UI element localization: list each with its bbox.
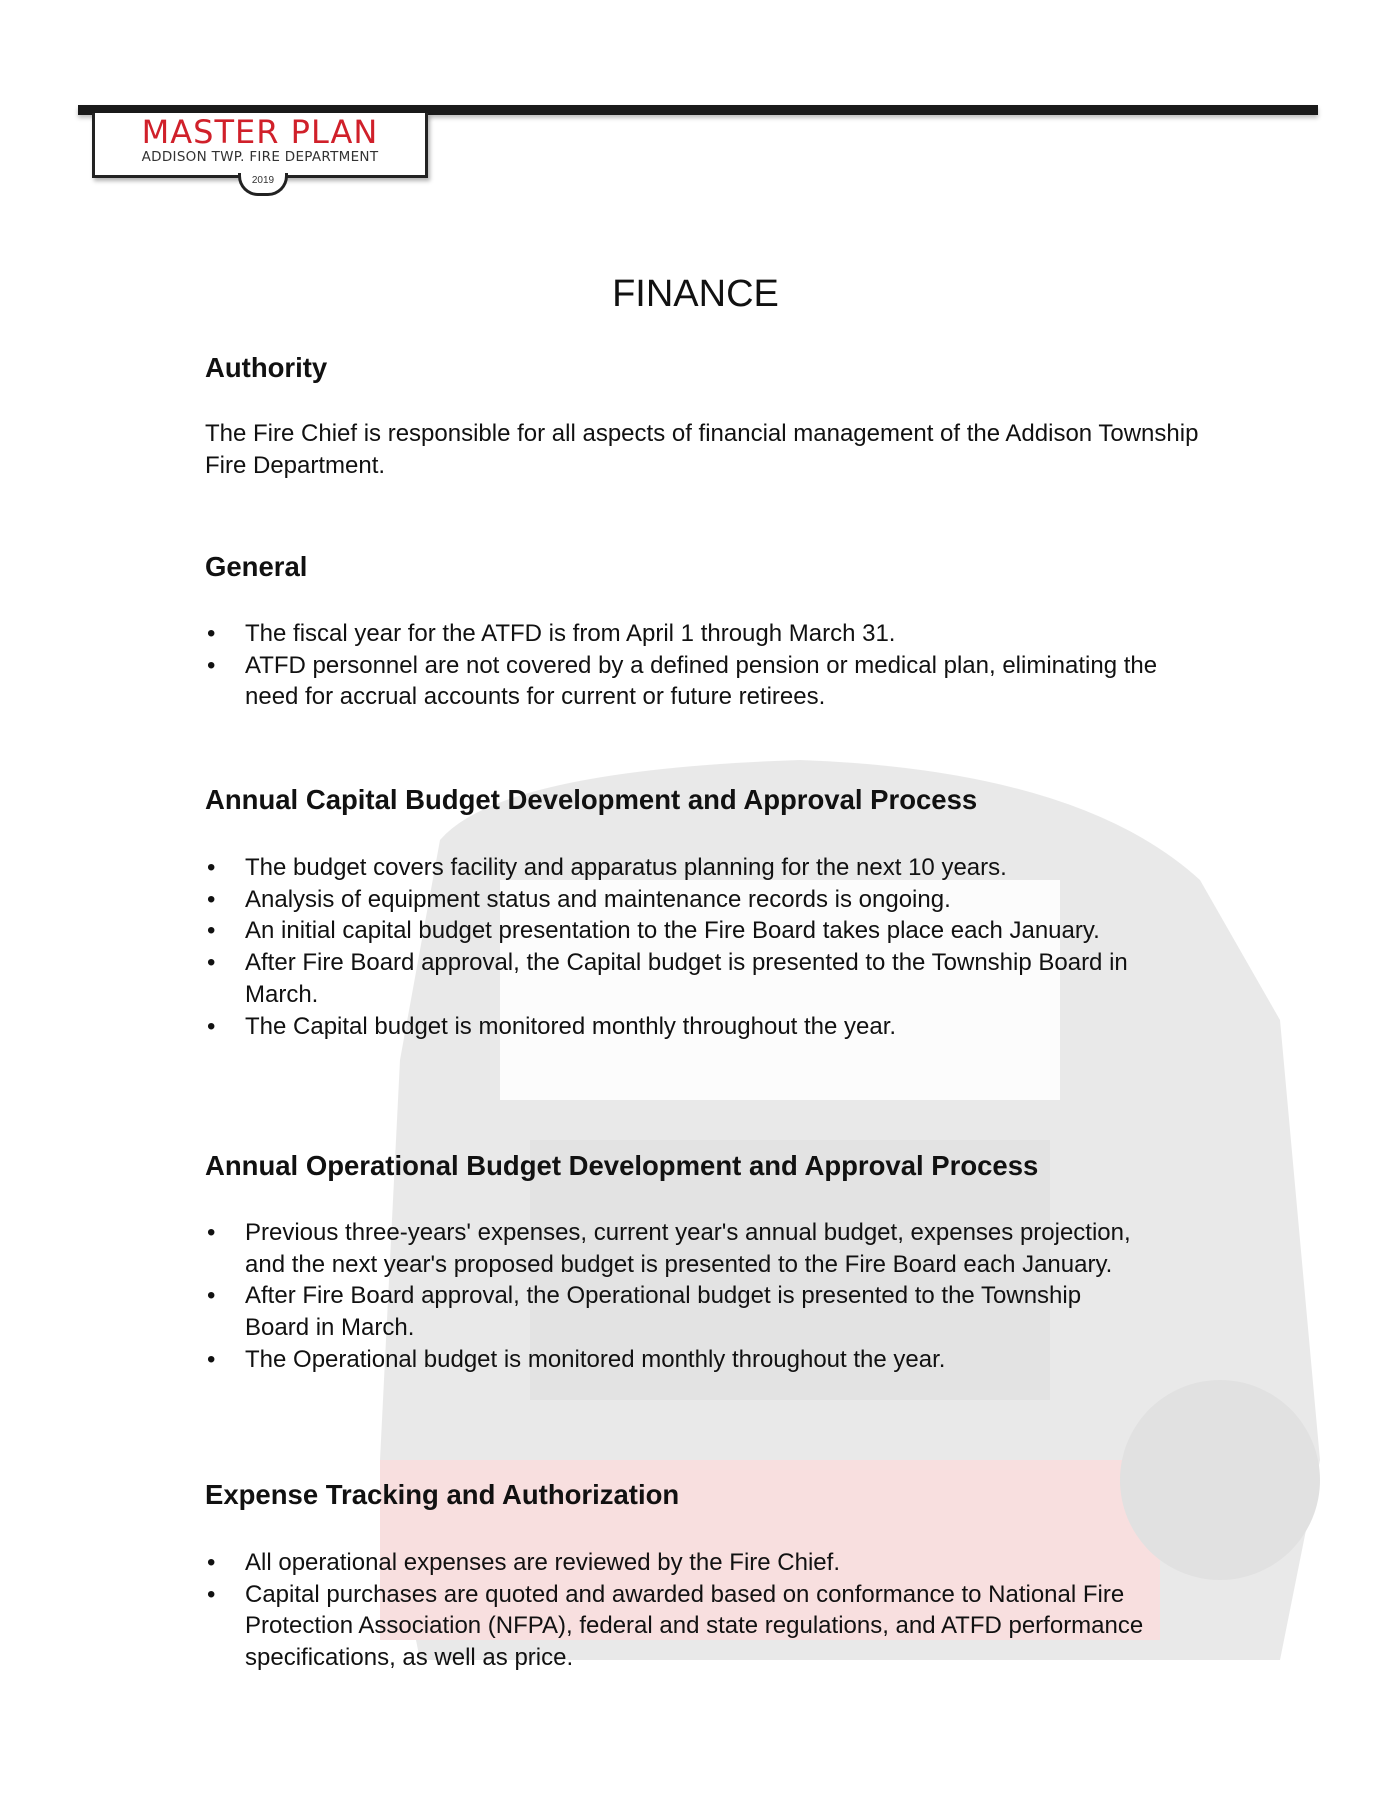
master-plan-logo (92, 113, 428, 186)
list-item: • After Fire Board approval, the Operational budget is presented to the Township Board in March. (207, 1282, 1082, 1342)
bullet-list (205, 852, 1205, 1042)
list-item: • The budget covers facility and apparatus planning for the next 10 years. (207, 854, 1007, 881)
list-item: • The Capital budget is monitored monthly throughout the year. (207, 1012, 897, 1040)
list-item: • The fiscal year for the ATFD is from April 1 through March 31. (207, 620, 896, 647)
logo-title: MASTER PLAN (141, 113, 379, 151)
list-item: • Previous three-years' expenses, current year's annual budget, expenses projection, and the next year's proposed budget is presented to the Fire Board each January. (207, 1219, 1131, 1278)
section-heading: Authority (205, 352, 328, 383)
section-paragraph: The Fire Chief is responsible for all aspects of financial management of the Addison Township Fire Department. (205, 420, 1199, 479)
section-heading: Expense Tracking and Authorization (205, 1479, 680, 1510)
page-title: FINANCE (612, 273, 779, 315)
bullet-list (205, 1217, 1205, 1376)
logo-subtitle: ADDISON TWP. FIRE DEPARTMENT (141, 149, 379, 165)
section-heading: Annual Operational Budget Development and Approval Process (205, 1150, 1039, 1181)
list-item: • The Operational budget is monitored monthly throughout the year. (207, 1345, 946, 1373)
section-heading: Annual Capital Budget Development and Approval Process (205, 784, 978, 815)
list-item: • After Fire Board approval, the Capital budget is presented to the Township Board in March. (207, 949, 1128, 1008)
bullet-list (205, 618, 1205, 713)
list-item: • An initial capital budget presentation to the Fire Board takes place each January. (207, 917, 1100, 945)
list-item: • Capital purchases are quoted and awarded based on conformance to National Fire Protection Association (NFPA), federal and state regulations, and ATFD performance specifications, as well as price. (207, 1580, 1144, 1672)
logo-year: 2019 (238, 173, 288, 196)
section-heading: General (205, 551, 308, 582)
list-item: • All operational expenses are reviewed by the Fire Chief. (207, 1549, 840, 1576)
bullet-list (205, 1547, 1205, 1674)
list-item: • Analysis of equipment status and maintenance records is ongoing. (207, 885, 951, 913)
list-item: • ATFD personnel are not covered by a defined pension or medical plan, eliminating the need for accrual accounts for current or future retirees. (207, 651, 1158, 711)
